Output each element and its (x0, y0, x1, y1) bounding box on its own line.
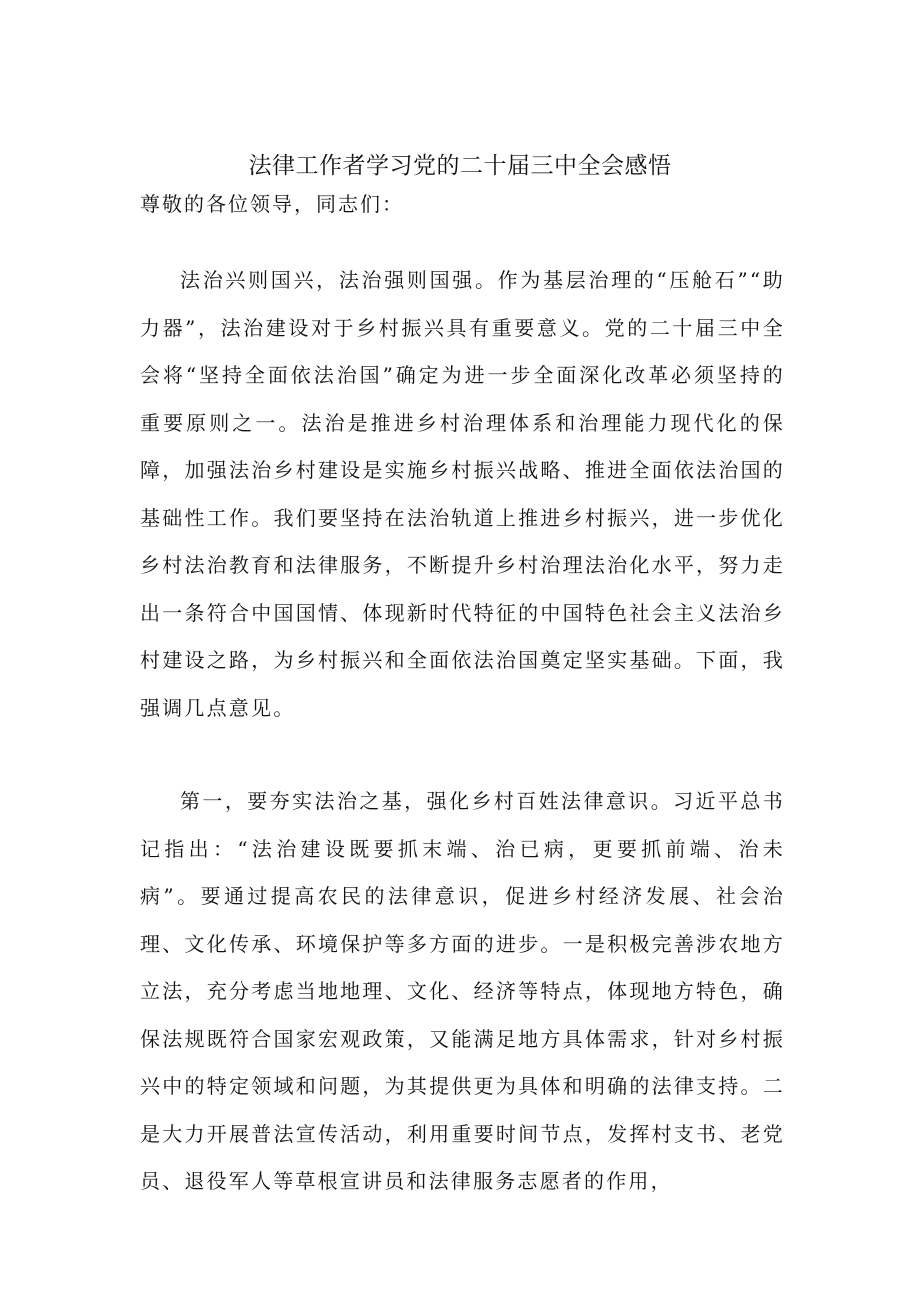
document-title: 法律工作者学习党的二十届三中全会感悟 (248, 153, 672, 179)
paragraph-intro: 法治兴则国兴，法治强则国强。作为基层治理的“压舱石”“助力器”，法治建设对于乡村振兴具有重要意义。党的二十届三中全会将“坚持全面依法治国”确定为进一步全面深化改革必须坚持的重要原则之一。法治是推进乡村治理体系和治理能力现代化的保障，加强法治乡村建设是实施乡村振兴战略、推进全面依法治国的基础性工作。我们要坚持在法治轨道上推进乡村振兴，进一步优化乡村法治教育和法律服务，不断提升乡村治理法治化水平，努力走出一条符合中国国情、体现新时代特征的中国特色社会主义法治乡村建设之路，为乡村振兴和全面依法治国奠定坚实基础。下面，我强调几点意见。 (140, 268, 785, 720)
salutation: 尊敬的各位领导，同志们： (140, 192, 404, 216)
paragraph-first-point: 第一，要夯实法治之基，强化乡村百姓法律意识。习近平总书记指出：“法治建设既要抓末端、治已病，更要抓前端、治未病”。要通过提高农民的法律意识，促进乡村经济发展、社会治理、文化传承、环境保护等多方面的进步。一是积极完善涉农地方立法，充分考虑当地地理、文化、经济等特点，体现地方特色，确保法规既符合国家宏观政策，又能满足地方具体需求，针对乡村振兴中的特定领域和问题，为其提供更为具体和明确的法律支持。二是大力开展普法宣传活动，利用重要时间节点，发挥村支书、老党员、退役军人等草根宣讲员和法律服务志愿者的作用， (140, 789, 785, 1193)
